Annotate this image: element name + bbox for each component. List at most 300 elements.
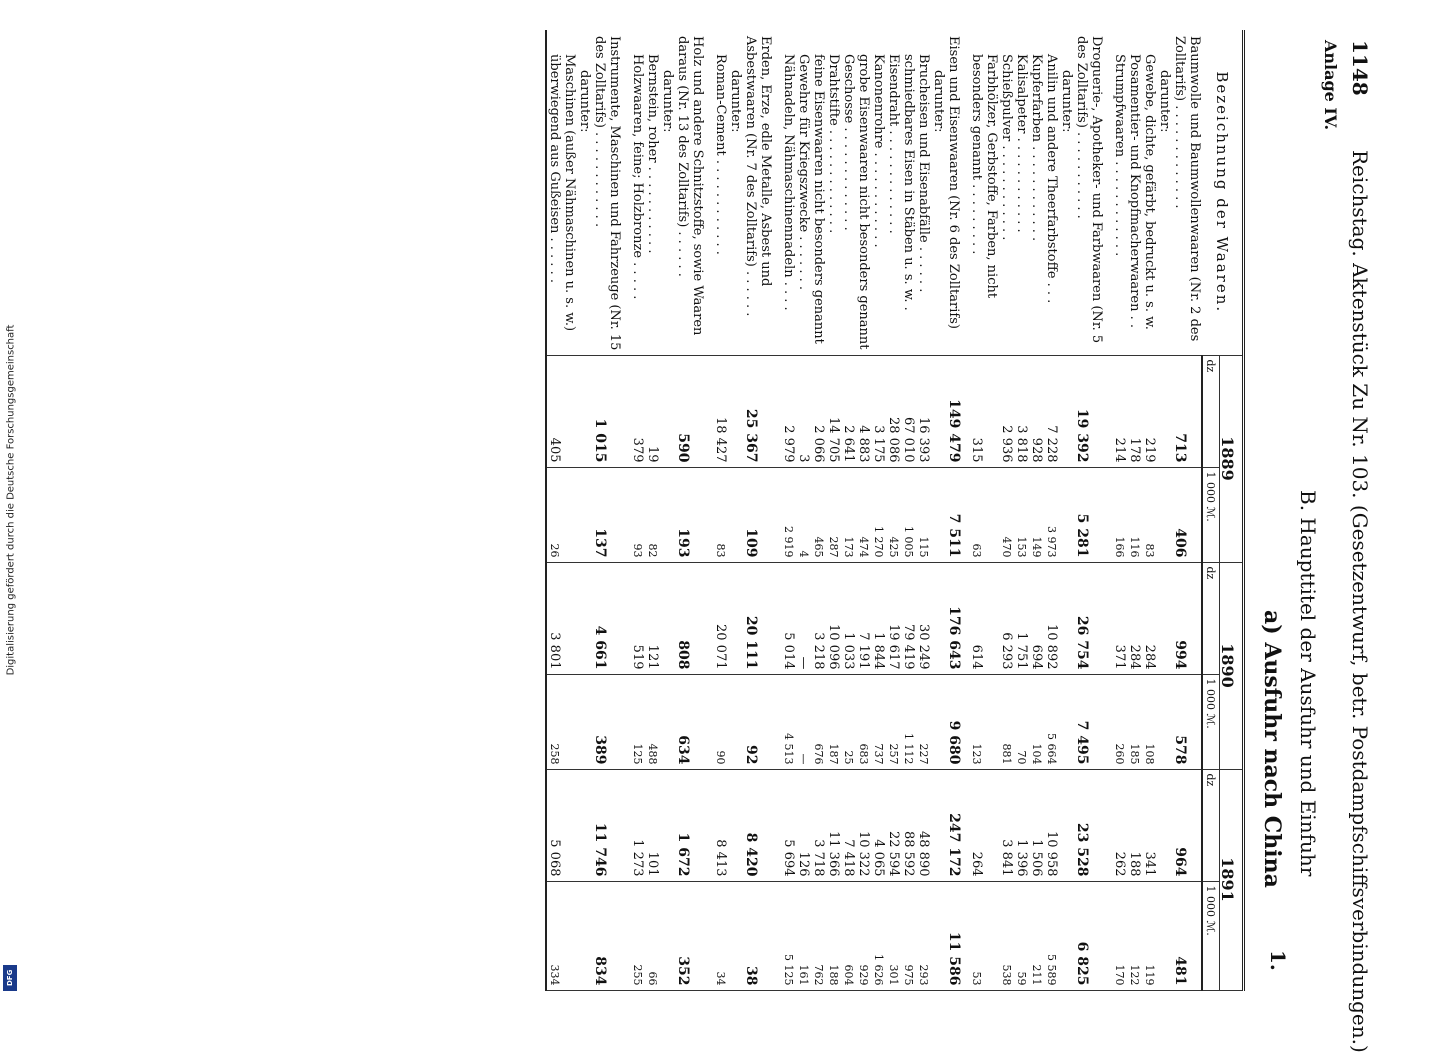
goods-name: Instrumente, Maschinen und Fahrzeuge (Nr. 15 des Zolltarifs) . . . . . . . . . . . . [592, 30, 622, 355]
table-row [713, 30, 728, 990]
quantity-dz-cell: 4 883 [856, 355, 871, 467]
quantity-dz-cell [1157, 769, 1172, 881]
export-table [545, 30, 1245, 991]
quantity-dz-cell: 2 641 [841, 355, 856, 467]
spacer-cell [961, 674, 969, 769]
spacer-cell [1104, 467, 1112, 562]
value-kmark-cell: — [796, 674, 811, 769]
value-kmark-cell: 108 [1142, 674, 1157, 769]
spacer-cell [961, 562, 969, 674]
goods-name: Posamentier- und Knopfmacherwaaren . . [1127, 30, 1142, 355]
value-kmark-cell: 166 [1112, 467, 1127, 562]
value-kmark-cell: 676 [811, 674, 826, 769]
quantity-dz-cell: 10 958 [1044, 769, 1059, 881]
spacer-cell [773, 562, 781, 674]
quantity-dz-cell [1157, 355, 1172, 467]
dfg-logo: DFG [3, 965, 17, 991]
quantity-dz-cell [577, 769, 592, 881]
value-kmark-cell: 929 [856, 881, 871, 990]
table-row [886, 30, 901, 990]
value-kmark-cell [1157, 674, 1172, 769]
table-row [675, 30, 705, 990]
quantity-dz-cell: 694 [1029, 562, 1044, 674]
spacer-cell [705, 355, 713, 467]
value-kmark-cell: 53 [969, 881, 999, 990]
value-kmark-cell [1059, 881, 1074, 990]
spacer-cell [622, 674, 630, 769]
table-row [1029, 30, 1044, 990]
value-kmark-cell: 465 [811, 467, 826, 562]
value-kmark-cell: 122 [1127, 881, 1142, 990]
page-header [1342, 40, 1372, 1053]
value-kmark-cell: 604 [841, 881, 856, 990]
value-kmark-cell: 488 [645, 674, 660, 769]
digitization-note [0, 0, 22, 1000]
quantity-dz-cell: 4 661 [592, 562, 622, 674]
value-kmark-cell: 6 825 [1074, 881, 1104, 990]
goods-name: Strumpfwaaren . . . . . . . . . . . . [1112, 30, 1127, 355]
value-kmark-cell: 4 513 [781, 674, 796, 769]
quantity-dz-cell: 1 033 [841, 562, 856, 674]
value-kmark-cell: 7 511 [946, 467, 961, 562]
quantity-dz-cell [1157, 562, 1172, 674]
quantity-dz-cell: 590 [675, 355, 705, 467]
unit-dz: dz [1202, 562, 1220, 674]
quantity-dz-cell: 7 228 [1044, 355, 1059, 467]
quantity-dz-cell [931, 562, 946, 674]
table-row [901, 30, 916, 990]
value-kmark-cell: 83 [713, 467, 728, 562]
goods-name: grobe Eisenwaaren nicht besonders genannt [856, 30, 871, 355]
quantity-dz-cell: 2 936 [999, 355, 1014, 467]
unit-value: 1 000 ℳ. [1202, 467, 1220, 562]
goods-name: Roman-Cement . . . . . . . . . . . . [713, 30, 728, 355]
quantity-dz-cell: 1 015 [592, 355, 622, 467]
table-row [946, 30, 961, 990]
quantity-dz-cell: 19 617 [886, 562, 901, 674]
quantity-dz-cell: 10 322 [856, 769, 871, 881]
quantity-dz-cell: 264 [969, 769, 999, 881]
quantity-dz-cell: 284 [1127, 562, 1142, 674]
quantity-dz-cell: 3 718 [811, 769, 826, 881]
value-kmark-cell: 352 [675, 881, 705, 990]
export-table-wrapper [545, 30, 1245, 990]
goods-name: Holz und andere Schnitzstoffe, sowie Waaren daraus (Nr. 13 des Zolltarifs) . . . . . . [675, 30, 705, 355]
quantity-dz-cell: 149 479 [946, 355, 961, 467]
spacer-cell [961, 467, 969, 562]
quantity-dz-cell: 5 014 [781, 562, 796, 674]
section-title: B. Haupttitel der Ausfuhr und Einfuhr [1296, 490, 1320, 877]
value-kmark-cell [1157, 467, 1172, 562]
value-kmark-cell: 188 [826, 881, 841, 990]
value-kmark-cell: 257 [886, 674, 901, 769]
value-kmark-cell: 227 [916, 674, 931, 769]
value-kmark-cell: 634 [675, 674, 705, 769]
quantity-dz-cell: 30 249 [916, 562, 931, 674]
value-kmark-cell: 93 [630, 467, 645, 562]
table-row [622, 30, 630, 990]
table-row [630, 30, 645, 990]
spacer-cell [961, 355, 969, 467]
spacer-cell [1104, 881, 1112, 990]
value-kmark-cell: 170 [1112, 881, 1127, 990]
value-kmark-cell: 153 [1014, 467, 1029, 562]
quantity-dz-cell: 7 191 [856, 562, 871, 674]
goods-name: feine Eisenwaaren nicht besonders genannt [811, 30, 826, 355]
value-kmark-cell [577, 881, 592, 990]
quantity-dz-cell: 994 [1172, 562, 1202, 674]
value-kmark-cell: 7 495 [1074, 674, 1104, 769]
table-row [1112, 30, 1127, 990]
spacer-cell [1104, 355, 1112, 467]
quantity-dz-cell [1059, 562, 1074, 674]
table-row [1172, 30, 1202, 990]
quantity-dz-cell: 10 096 [826, 562, 841, 674]
value-kmark-cell: 173 [841, 467, 856, 562]
goods-name: Holzwaaren, feine; Holzbronze . . . . . [630, 30, 645, 355]
goods-column-header: Bezeichnung der Waaren. [1202, 30, 1244, 355]
year-header: 1889 [1220, 355, 1244, 562]
table-row [1104, 30, 1112, 990]
table-row [773, 30, 781, 990]
goods-name: Droguerie-, Apotheker- und Farbwaaren (Nr. 5 des Zolltarifs) . . . . . . . . . . . [1074, 30, 1104, 355]
value-kmark-cell: 334 [546, 881, 577, 990]
table-row [1044, 30, 1059, 990]
spacer-cell [1104, 562, 1112, 674]
table-row [1059, 30, 1074, 990]
value-kmark-cell: 38 [743, 881, 773, 990]
spacer-cell [622, 562, 630, 674]
quantity-dz-cell: 126 [796, 769, 811, 881]
value-kmark-cell: 25 [841, 674, 856, 769]
quantity-dz-cell: 315 [969, 355, 999, 467]
quantity-dz-cell: 20 071 [713, 562, 728, 674]
quantity-dz-cell: 8 413 [713, 769, 728, 881]
value-kmark-cell [660, 881, 675, 990]
quantity-dz-cell: 6 293 [999, 562, 1014, 674]
quantity-dz-cell: 25 367 [743, 355, 773, 467]
value-kmark-cell: 185 [1127, 674, 1142, 769]
value-kmark-cell [931, 881, 946, 990]
quantity-dz-cell: 88 592 [901, 769, 916, 881]
value-kmark-cell: 5 664 [1044, 674, 1059, 769]
spacer-cell [705, 562, 713, 674]
table-row [1157, 30, 1172, 990]
spacer-cell [622, 355, 630, 467]
year-header: 1891 [1220, 769, 1244, 990]
goods-name: Bernstein, roher . . . . . . . . . . . [645, 30, 660, 355]
value-kmark-cell: 125 [630, 674, 645, 769]
goods-name: Anilin und andere Theerfarbstoffe . . . [1044, 30, 1059, 355]
goods-name: Eisen und Eisenwaaren (Nr. 6 des Zolltarifs) [946, 30, 961, 355]
spacer-cell [705, 881, 713, 990]
value-kmark-cell: 474 [856, 467, 871, 562]
appendix-label: Anlage IV. [1321, 40, 1340, 131]
quantity-dz-cell [728, 562, 743, 674]
table-row [871, 30, 886, 990]
value-kmark-cell: 211 [1029, 881, 1044, 990]
value-kmark-cell: 104 [1029, 674, 1044, 769]
section-number: 1. [1266, 950, 1290, 971]
table-row [1014, 30, 1029, 990]
value-kmark-cell: 255 [630, 881, 645, 990]
value-kmark-cell [728, 674, 743, 769]
year-header: 1890 [1220, 562, 1244, 769]
value-kmark-cell: 92 [743, 674, 773, 769]
quantity-dz-cell: 3 175 [871, 355, 886, 467]
quantity-dz-cell: — [796, 562, 811, 674]
value-kmark-cell: 193 [675, 467, 705, 562]
spacer-cell [773, 881, 781, 990]
quantity-dz-cell: 67 010 [901, 355, 916, 467]
quantity-dz-cell [931, 355, 946, 467]
value-kmark-cell: 5 281 [1074, 467, 1104, 562]
quantity-dz-cell: 19 [645, 355, 660, 467]
value-kmark-cell: 425 [886, 467, 901, 562]
table-row [999, 30, 1014, 990]
quantity-dz-cell: 28 086 [886, 355, 901, 467]
table-row [1142, 30, 1157, 990]
goods-name: Kalisalpeter . . . . . . . . . . . . [1014, 30, 1029, 355]
quantity-dz-cell: 3 218 [811, 562, 826, 674]
quantity-dz-cell: 4 065 [871, 769, 886, 881]
value-kmark-cell: 82 [645, 467, 660, 562]
value-kmark-cell [660, 674, 675, 769]
spacer-cell [622, 467, 630, 562]
quantity-dz-cell: 5 068 [546, 769, 577, 881]
table-row [1127, 30, 1142, 990]
value-kmark-cell [728, 467, 743, 562]
value-kmark-cell: 116 [1127, 467, 1142, 562]
value-kmark-cell [577, 674, 592, 769]
value-kmark-cell: 538 [999, 881, 1014, 990]
subsection-title: a) Ausfuhr nach China [1259, 610, 1285, 888]
quantity-dz-cell: 1 506 [1029, 769, 1044, 881]
value-kmark-cell: 26 [546, 467, 577, 562]
subgroup-label: darunter: [728, 30, 743, 355]
quantity-dz-cell [1059, 769, 1074, 881]
value-kmark-cell: 975 [901, 881, 916, 990]
quantity-dz-cell: 379 [630, 355, 645, 467]
quantity-dz-cell: 808 [675, 562, 705, 674]
quantity-dz-cell: 23 528 [1074, 769, 1104, 881]
quantity-dz-cell: 2 066 [811, 355, 826, 467]
value-kmark-cell [931, 467, 946, 562]
spacer-cell [705, 467, 713, 562]
value-kmark-cell: 301 [886, 881, 901, 990]
value-kmark-cell: 683 [856, 674, 871, 769]
page-number: 1148 [1348, 40, 1372, 96]
subgroup-label: darunter: [1157, 30, 1172, 355]
quantity-dz-cell [660, 355, 675, 467]
quantity-dz-cell: 8 420 [743, 769, 773, 881]
quantity-dz-cell [577, 355, 592, 467]
unit-dz: dz [1202, 355, 1220, 467]
goods-name: Farbhölzer, Gerbstoffe, Farben, nicht besonders genannt . . . . . . . . . [969, 30, 999, 355]
subgroup-label: darunter: [660, 30, 675, 355]
value-kmark-cell [577, 467, 592, 562]
table-row [826, 30, 841, 990]
quantity-dz-cell: 188 [1127, 769, 1142, 881]
running-title: Reichstag. Aktenstück Zu Nr. 103. (Gesetzentwurf, betr. Postdampfschiffsverbindungen.) [1348, 150, 1372, 1053]
spacer-cell [961, 30, 969, 355]
value-kmark-cell: 389 [592, 674, 622, 769]
value-kmark-cell [660, 467, 675, 562]
quantity-dz-cell: 48 890 [916, 769, 931, 881]
table-row [660, 30, 675, 990]
value-kmark-cell: 4 [796, 467, 811, 562]
quantity-dz-cell [577, 562, 592, 674]
value-kmark-cell: 1 112 [901, 674, 916, 769]
table-row [781, 30, 796, 990]
value-kmark-cell: 119 [1142, 881, 1157, 990]
value-kmark-cell: 34 [713, 881, 728, 990]
value-kmark-cell: 149 [1029, 467, 1044, 562]
goods-name: Nähnadeln, Nähmaschinennadeln . . . . [781, 30, 796, 355]
quantity-dz-cell [728, 355, 743, 467]
digitization-note-text: Digitalisierung gefördert durch die Deutsche Forschungsgemeinschaft [5, 324, 17, 676]
value-kmark-cell: 406 [1172, 467, 1202, 562]
table-row [546, 30, 577, 990]
quantity-dz-cell: 284 [1142, 562, 1157, 674]
value-kmark-cell: 3 973 [1044, 467, 1059, 562]
value-kmark-cell: 63 [969, 467, 999, 562]
quantity-dz-cell: 3 818 [1014, 355, 1029, 467]
value-kmark-cell: 137 [592, 467, 622, 562]
quantity-dz-cell: 3 [796, 355, 811, 467]
quantity-dz-cell: 214 [1112, 355, 1127, 467]
unit-value: 1 000 ℳ. [1202, 674, 1220, 769]
spacer-cell [773, 674, 781, 769]
value-kmark-cell: 66 [645, 881, 660, 990]
quantity-dz-cell: 1 273 [630, 769, 645, 881]
quantity-dz-cell: 22 594 [886, 769, 901, 881]
goods-name: Schießpulver . . . . . . . . . . . . [999, 30, 1014, 355]
quantity-dz-cell: 20 111 [743, 562, 773, 674]
quantity-dz-cell [931, 769, 946, 881]
table-row [916, 30, 931, 990]
value-kmark-cell: 481 [1172, 881, 1202, 990]
spacer-cell [705, 30, 713, 355]
value-kmark-cell: 11 586 [946, 881, 961, 990]
goods-name: schmiedbares Eisen in Stäben u. s. w. . [901, 30, 916, 355]
table-row [1074, 30, 1104, 990]
value-kmark-cell: 293 [916, 881, 931, 990]
quantity-dz-cell [660, 562, 675, 674]
value-kmark-cell: 90 [713, 674, 728, 769]
table-row [961, 30, 969, 990]
quantity-dz-cell: 5 694 [781, 769, 796, 881]
goods-name: Kupferfarben . . . . . . . . . . . . [1029, 30, 1044, 355]
spacer-cell [961, 881, 969, 990]
quantity-dz-cell: 11 366 [826, 769, 841, 881]
quantity-dz-cell: 11 746 [592, 769, 622, 881]
goods-name: Kanonenrohre . . . . . . . . . . . . [871, 30, 886, 355]
quantity-dz-cell: 928 [1029, 355, 1044, 467]
table-row [931, 30, 946, 990]
unit-value: 1 000 ℳ. [1202, 881, 1220, 990]
value-kmark-cell: 5 589 [1044, 881, 1059, 990]
table-row [577, 30, 592, 990]
table-row [969, 30, 999, 990]
spacer-cell [1104, 769, 1112, 881]
quantity-dz-cell: 262 [1112, 769, 1127, 881]
spacer-cell [1104, 674, 1112, 769]
quantity-dz-cell: 964 [1172, 769, 1202, 881]
spacer-cell [1104, 30, 1112, 355]
spacer-cell [961, 769, 969, 881]
value-kmark-cell: 737 [871, 674, 886, 769]
value-kmark-cell: 834 [592, 881, 622, 990]
quantity-dz-cell: 371 [1112, 562, 1127, 674]
quantity-dz-cell: 26 754 [1074, 562, 1104, 674]
quantity-dz-cell: 341 [1142, 769, 1157, 881]
spacer-cell [705, 674, 713, 769]
value-kmark-cell: 260 [1112, 674, 1127, 769]
quantity-dz-cell: 178 [1127, 355, 1142, 467]
quantity-dz-cell: 1 844 [871, 562, 886, 674]
quantity-dz-cell: 519 [630, 562, 645, 674]
quantity-dz-cell: 101 [645, 769, 660, 881]
quantity-dz-cell: 247 172 [946, 769, 961, 881]
quantity-dz-cell [660, 769, 675, 881]
value-kmark-cell: 161 [796, 881, 811, 990]
spacer-cell [622, 769, 630, 881]
value-kmark-cell [931, 674, 946, 769]
quantity-dz-cell: 18 427 [713, 355, 728, 467]
value-kmark-cell: 59 [1014, 881, 1029, 990]
spacer-cell [622, 30, 630, 355]
value-kmark-cell: 70 [1014, 674, 1029, 769]
quantity-dz-cell: 219 [1142, 355, 1157, 467]
quantity-dz-cell: 3 841 [999, 769, 1014, 881]
value-kmark-cell: 1 626 [871, 881, 886, 990]
value-kmark-cell [1059, 674, 1074, 769]
value-kmark-cell: 1 005 [901, 467, 916, 562]
value-kmark-cell: 115 [916, 467, 931, 562]
value-kmark-cell: 258 [546, 674, 577, 769]
quantity-dz-cell [728, 769, 743, 881]
value-kmark-cell [1157, 881, 1172, 990]
rotated-page [30, 0, 1430, 1053]
value-kmark-cell: 1 270 [871, 467, 886, 562]
value-kmark-cell: 109 [743, 467, 773, 562]
table-row [856, 30, 871, 990]
quantity-dz-cell: 3 801 [546, 562, 577, 674]
subgroup-label: darunter: [1059, 30, 1074, 355]
value-kmark-cell: 187 [826, 674, 841, 769]
table-row [796, 30, 811, 990]
table-row [645, 30, 660, 990]
value-kmark-cell: 881 [999, 674, 1014, 769]
value-kmark-cell: 762 [811, 881, 826, 990]
goods-name: Geschosse . . . . . . . . . . . . . [841, 30, 856, 355]
spacer-cell [773, 467, 781, 562]
goods-name: Brucheisen und Eisenabfälle . . . . . . [916, 30, 931, 355]
quantity-dz-cell: 2 979 [781, 355, 796, 467]
value-kmark-cell: 83 [1142, 467, 1157, 562]
value-kmark-cell: 123 [969, 674, 999, 769]
value-kmark-cell: 470 [999, 467, 1014, 562]
quantity-dz-cell: 405 [546, 355, 577, 467]
quantity-dz-cell: 614 [969, 562, 999, 674]
goods-name: Drahtstifte . . . . . . . . . . . . . [826, 30, 841, 355]
quantity-dz-cell [1059, 355, 1074, 467]
quantity-dz-cell: 14 705 [826, 355, 841, 467]
spacer-cell [773, 355, 781, 467]
table-row [743, 30, 773, 990]
goods-name: Maschinen (außer Nähmaschinen u. s. w.) überwiegend aus Gußeisen . . . . . . [546, 30, 577, 355]
